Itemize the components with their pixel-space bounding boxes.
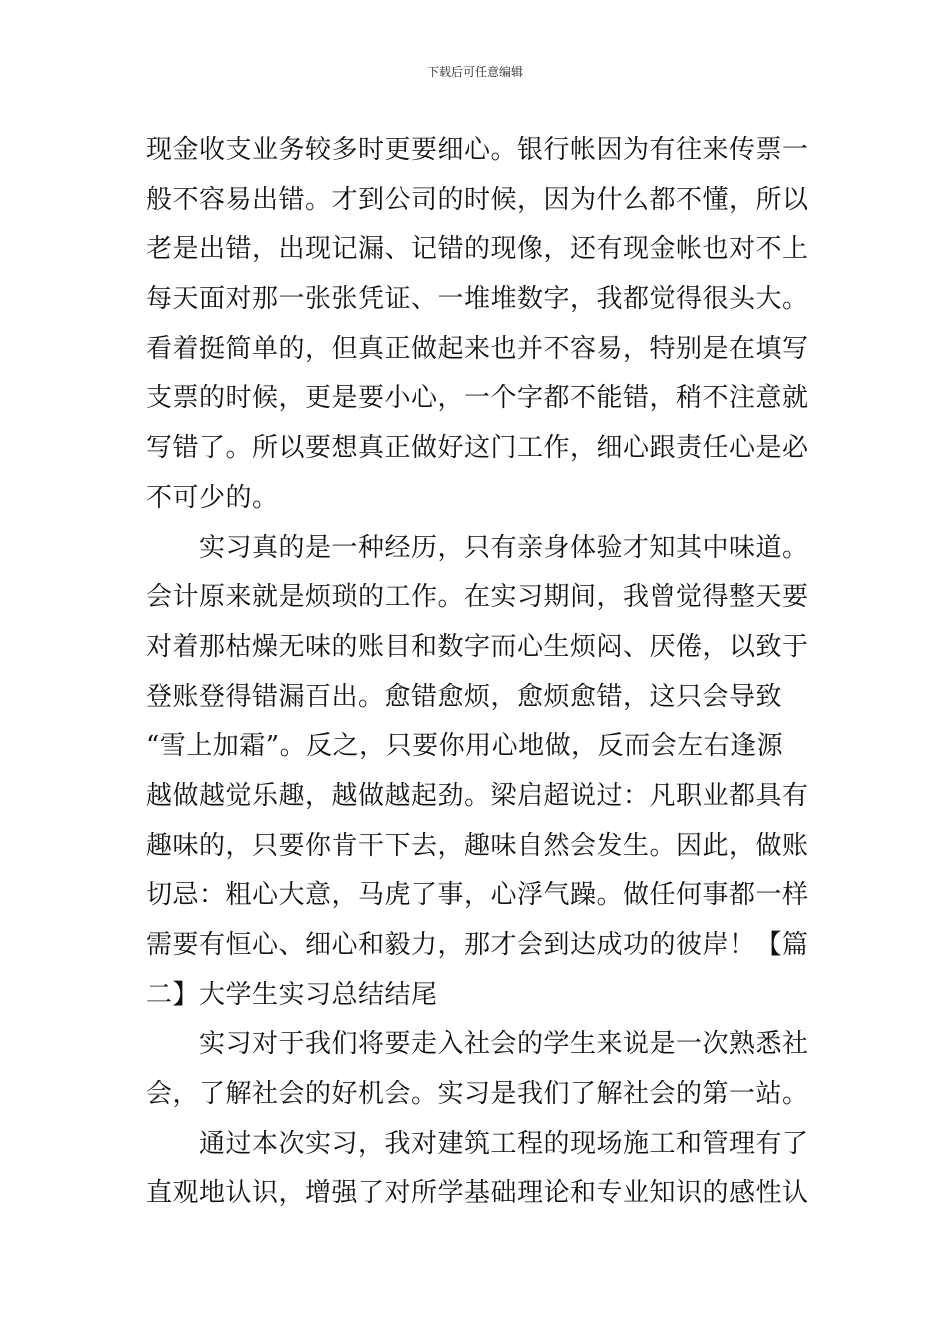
text-line: 老是出错，出现记漏、记错的现像，还有现金帐也对不上 [146, 234, 809, 265]
page-header: 下载后可任意编辑 [426, 65, 523, 79]
text-line: 趣味的，只要你肯干下去，趣味自然会发生。因此，做账 [146, 830, 809, 861]
text-line: 二】大学生实习总结结尾 [146, 979, 438, 1010]
text-line: 实习真的是一种经历，只有亲身体验才知其中味道。 [146, 532, 809, 563]
text-line: 直观地认识，增强了对所学基础理论和专业知识的感性认 [146, 1178, 809, 1209]
text-line: 每天面对那一张张凭证、一堆堆数字，我都觉得很头大。 [146, 284, 809, 315]
text-line: 通过本次实习，我对建筑工程的现场施工和管理有了 [146, 1128, 809, 1159]
text-line: 越做越觉乐趣，越做越起劲。梁启超说过：凡职业都具有 [146, 780, 809, 811]
text-line: 支票的时候，更是要小心，一个字都不能错，稍不注意就 [146, 383, 809, 414]
text-line: 会，了解社会的好机会。实习是我们了解社会的第一站。 [146, 1079, 809, 1110]
document-body [146, 126, 808, 1219]
text-line: 对着那枯燥无味的账目和数字而心生烦闷、厌倦，以致于 [146, 631, 809, 662]
text-line: “雪上加霜”。反之，只要你用心地做，反而会左右逢源 [146, 731, 784, 762]
text-line: 现金收支业务较多时更要细心。银行帐因为有往来传票一 [146, 135, 809, 165]
text-line: 写错了。所以要想真正做好这门工作，细心跟责任心是必 [146, 433, 809, 464]
text-line: 登账登得错漏百出。愈错愈烦，愈烦愈错，这只会导致 [146, 681, 783, 712]
text-line: 般不容易出错。才到公司的时候，因为什么都不懂，所以 [146, 184, 809, 215]
text-line: 切忌：粗心大意，马虎了事，心浮气躁。做任何事都一样 [146, 880, 809, 911]
text-line: 实习对于我们将要走入社会的学生来说是一次熟悉社 [146, 1029, 809, 1060]
text-line: 需要有恒心、细心和毅力，那才会到达成功的彼岸！【篇 [146, 930, 809, 960]
text-line: 不可少的。 [146, 482, 279, 513]
text-line: 会计原来就是烦琐的工作。在实习期间，我曾觉得整天要 [146, 582, 809, 613]
text-line: 看着挺简单的，但真正做起来也并不容易，特别是在填写 [146, 333, 809, 364]
